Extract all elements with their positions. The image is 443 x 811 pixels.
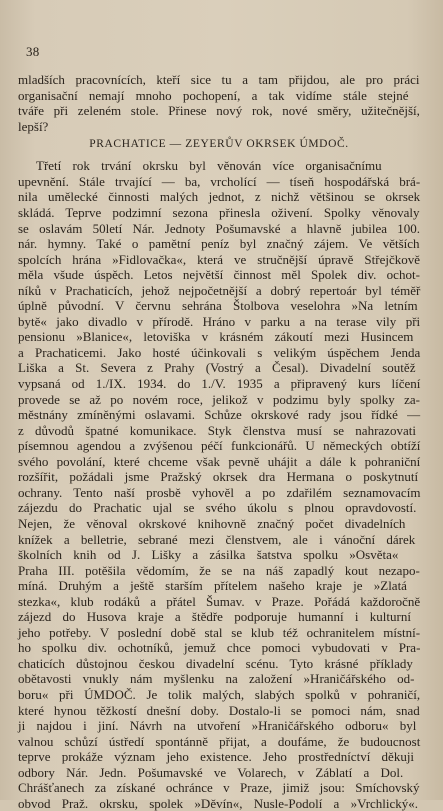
text-line: se oslavám 50letí Nár. Jednoty Pošumavské a hlavně jubilea 100. [18, 220, 421, 236]
text-line: míná. Druhým a ještě starším přítelem našeho kraje je »Zlatá [18, 578, 407, 594]
text-line: nila umělecké činnosti malých jednot, z nichž většinou se okrsek [18, 189, 421, 205]
text-line: zájezd do Husova kraje a štědře podporuje humanní i kulturní [18, 609, 411, 625]
text-line: nár. hymny. Také o pamětní peníz byl značný zájem. Ve větších [18, 236, 420, 252]
text-line: Praha III. potěšila vědomím, že se na náš zapadlý kout nezapo- [18, 562, 420, 578]
text-line: obětavosti vnukly nám myšlenku na založení »Hraničářského od- [18, 671, 415, 687]
previous-paragraph [18, 72, 420, 134]
text-line: stezka«, klub rodáků a přátel Šumav. v Praze. Pořádá každoročně [18, 593, 421, 609]
text-line: mladších pracovnících, kteří sice tu a tam přijdou, ale pro práci [18, 72, 420, 87]
text-line: měla všude úspěch. Letos největší činnost měl Spolek div. ochot- [18, 267, 420, 283]
text-line: vypsaná od 1./IX. 1934. do 1./V. 1935 a připravený kurs líčení [18, 376, 421, 392]
text-line: Třetí rok trvání okrsku byl věnován více organisačnímu [36, 158, 382, 174]
section-heading: PRACHATICE — ZEYERŮV OKRSEK ÚMDOČ. [89, 138, 349, 151]
text-block [18, 72, 420, 811]
text-line: odbory Nár. Jedn. Pošumavské ve Volarech, v Záblatí a Dol. [18, 764, 404, 780]
text-line: teprve prokáže význam jeho existence. Jeho prostředníctví děkuji [18, 749, 415, 765]
text-line: spolcích hrána »Fidlovačka«, která ve stručnější úpravě Střejčkově [18, 251, 420, 267]
text-line: pensionu »Blanice«, letoviška v krásném zákoutí mezi Husincem [18, 329, 414, 345]
page-number: 38 [26, 44, 40, 59]
text-line: tváře při zeleném stole. Přinese nový rok, nové směry, užitečnější, [18, 103, 420, 119]
text-line: úplně původní. V červnu sehrána Štolbova veselohra »Na letním [18, 298, 418, 314]
text-line: ochrany. Tento naší prosbě vyhověl a po zdařilém seznamovacím [18, 484, 421, 500]
text-line: provede se až po novém roce, jelikož v podzimu byly spolky za- [18, 391, 421, 407]
text-line: obvod Praž. okrsku, spolek »Děvín«, Nusle-Podolí a »Vrchlický«. [18, 795, 419, 811]
text-line: Chrášťanech za získané ochránce v Praze, jimiž jsou: Smíchovský [18, 780, 420, 796]
text-line: níků v Prachaticích, jehož nejpočetnější a dobrý repertoár byl téměř [18, 282, 421, 298]
text-line: Liška a St. Severa z Prahy (Vostrý a Česal). Divadelní soutěž [18, 360, 416, 376]
text-line: svého povolání, které chceme však pevně uhájit a dále k pohraniční [18, 453, 421, 469]
text-line: a Prachaticemi. Jako hosté účinkovali s velikým úspěchem Jenda [18, 344, 421, 360]
text-line: písemnou agendou a zvýšenou péčí funkcionářů. U německých obtíží [18, 438, 421, 454]
text-line: lepší? [18, 118, 49, 134]
text-line: ji najdou i jiní. Návrh na utvoření »Hraničářského odboru« byl [18, 718, 417, 734]
text-line: z důvodů špatné komunikace. Styk členstva musí se nahrazovati [18, 422, 416, 438]
text-line: valnou schůzí ústředí spontánně přijat, a doufáme, že budoucnost [18, 733, 421, 749]
text-line: školních knih od J. Lišky a zásilka šatstva spolku »Osvěta« [18, 547, 399, 563]
text-line: organisační nemají mnoho pochopení, a tak vidíme stále stejné [18, 87, 409, 103]
text-line: skládá. Teprve podzimní sezona přinesla oživení. Spolky věnovaly [18, 205, 420, 221]
text-line: zájezdu do Prachatic ujal se svého úkolu s plnou opravdovostí. [18, 500, 417, 516]
text-line: chaticích důstojnou českou divadelní scénu. Tyto krásné příklady [18, 655, 413, 671]
body-paragraph [18, 158, 420, 811]
text-line: rozšířit, požádali jsme Pražský okrsek dra Hermana o poskytnutí [18, 469, 419, 485]
text-line: boru« při ÚMDOČ. Je tolik malých, slabých spolků v pohraničí, [18, 686, 421, 702]
text-line: knížek a belletrie, sebrané mezi členstvem, ale i vánoční dárek [18, 531, 416, 547]
text-line: které hynou těžkostí dnešní doby. Dostalo-li se pomoci nám, snad [18, 702, 420, 718]
text-line: ho spolku div. ochotníků, jemuž chce pomoci vybudovati v Pra- [18, 640, 421, 656]
text-line: jeho potřeby. V poslední době stal se klub též ochranitelem místní- [18, 624, 421, 640]
text-line: bytě« jako divadlo v přírodě. Hráno v parku a na terase vily při [18, 313, 421, 329]
text-line: Nejen, že věnoval okrskové knihovně značný počet divadelních [18, 515, 406, 531]
text-line: městnány zmíněnými oslavami. Schůze okrskové rady jsou řídké — [18, 407, 421, 423]
text-line: upevnění. Stále trvající — ba, vrcholící — tíseň hospodářská brá- [18, 173, 421, 189]
